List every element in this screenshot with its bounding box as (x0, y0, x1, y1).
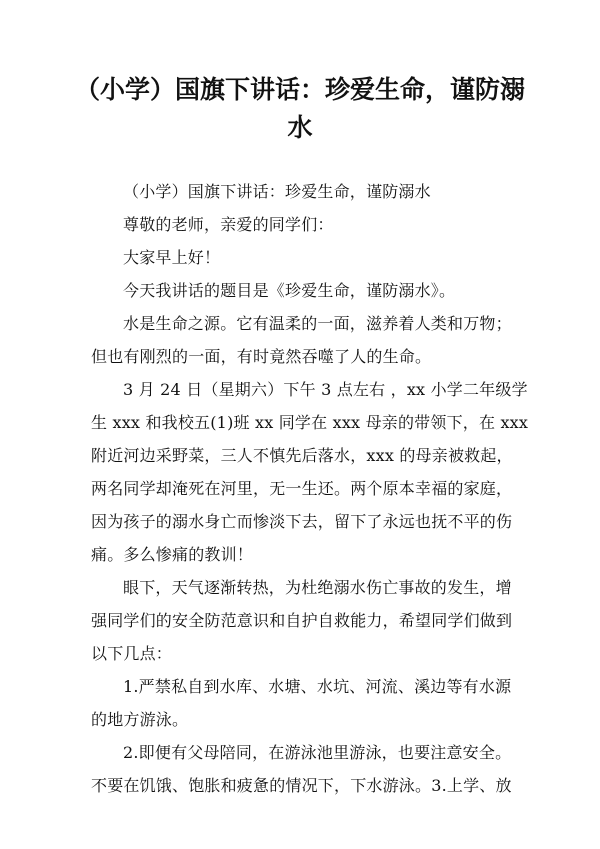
paragraph-line: 痛。多么惨痛的教训！ (91, 545, 254, 564)
paragraph-line: 以下几点： (91, 644, 173, 663)
document-title-line-2: 水 (287, 113, 313, 142)
paragraph-line: 因为孩子的溺水身亡而惨淡下去，留下了永远也抚不平的伤 (91, 512, 513, 531)
paragraph-line: 附近河边采野菜，三人不慎先后落水，xxx 的母亲被救起， (91, 446, 513, 465)
paragraph-line: （小学）国旗下讲话：珍爱生命，谨防溺水 (123, 182, 431, 201)
paragraph-line: 大家早上好！ (123, 248, 221, 267)
paragraph-line: 1.严禁私自到水库、水塘、水坑、河流、溪边等有水源 (123, 677, 512, 696)
paragraph-line: 尊敬的老师，亲爱的同学们： (123, 215, 334, 234)
paragraph-line: 3 月 24 日（星期六）下午 3 点左右 ，xx 小学二年级学 (123, 380, 528, 399)
paragraph-line: 眼下，天气逐渐转热，为杜绝溺水伤亡事故的发生，增 (123, 578, 512, 597)
paragraph-line: 两名同学却淹死在河里，无一生还。两个原本幸福的家庭， (91, 479, 513, 498)
paragraph-line: 今天我讲话的题目是《珍爱生命，谨防溺水》。 (123, 281, 456, 300)
paragraph-line: 不要在饥饿、饱胀和疲惫的情况下，下水游泳。3.上学、放 (91, 776, 512, 795)
paragraph-line: 水是生命之源。它有温柔的一面，滋养着人类和万物； (123, 314, 512, 333)
paragraph-line: 强同学们的安全防范意识和自护自救能力，希望同学们做到 (91, 611, 513, 630)
document-title-line-1: （小学）国旗下讲话：珍爱生命，谨防溺 (74, 75, 525, 104)
paragraph-line: 生 xxx 和我校五(1)班 xx 同学在 xxx 母亲的带领下，在 xxx (91, 413, 529, 432)
paragraph-line: 的地方游泳。 (91, 710, 189, 729)
paragraph-line: 2.即便有父母陪同，在游泳池里游泳，也要注意安全。 (123, 743, 512, 762)
paragraph-line: 但也有刚烈的一面，有时竟然吞噬了人的生命。 (91, 347, 432, 366)
